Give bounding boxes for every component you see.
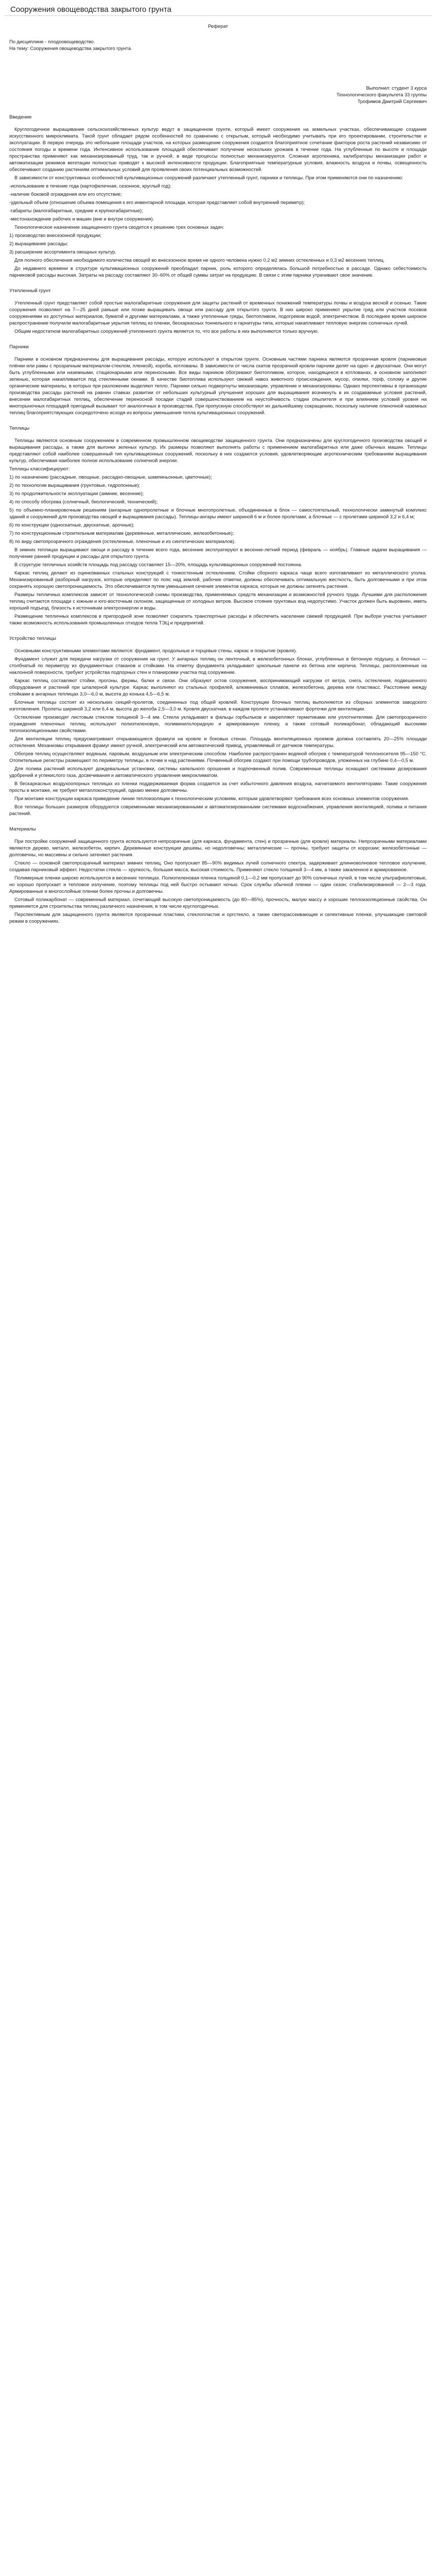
- paragraph: Перспективным для защищенного грунта являются прозрачные пластики, стеклопластик и оргстекло, а также светорассеивающие и селективные пленки, улучшающие световой режим в сооружениях.: [9, 911, 427, 924]
- paragraph: Для полного обеспечения необходимого количества овощей во внесезонное время не одного человека нужно 0,2 м2 зимних остекленных и 0,3 м2 весенних теплиц.: [14, 257, 385, 263]
- paragraph: Для вентиляции теплиц предусматривают открывающиеся фрамуги на кровле и боковых стенах. Площадь вентиляционных проемов должна составлять 20—25% площади остекления. Механизмы открывания фрамуг имеют ручной, электрический или автоматический привод, управляемый от датчиков температуры.: [9, 736, 427, 748]
- paragraph: Круглогодичное выращивание сельскохозяйственных культур ведут в защищенном грунте, который имеет сооружения на земельных участках, обеспечивающие создание искусственного микроклимата. Такой грунт обладает рядом особенностей по сравнению с открытым, который необходимо учитывать при его проектировании, строительстве и эксплуатации. В первую очередь это небольшие площади участков, на которых размещение сооружения создается благоприятное сочетание факторов роста растений независимо от состояния погоды и времени года. Интенсивное использование площадей обеспечивает получение нескольких урожаев в течение года. На углубленные по высоте и площади пространства применяют как механизированный труд, так и ручной, в виде процессы полностью механизируются. Сложная агротехника, калибраторы механизации работ и автоматизации режимов вегетации полностью приводят к высокой интенсивности продукции. Благоприятные температурные условия, влажность воздуха и почвы, освещенность обеспечивают созданию растениям оптимальных условий для проявления своих потенциальных возможностей.: [9, 126, 427, 172]
- author-line: Трофимов Дмитрий Сергеевич: [357, 98, 427, 104]
- section-heading: Парники: [9, 344, 29, 350]
- section: [9, 287, 427, 334]
- topic-line: На тему: Сооружения овощеводства закрытого грунта.: [9, 45, 132, 51]
- list-item: -удельный объем (отношение объема помещения к его инвентарной площади, которая представляет собой внутренний периметр);: [9, 199, 305, 205]
- section-heading: Утепленный грунт: [9, 288, 51, 294]
- list-item: 6) по конструкции (односкатные, двускатные, арочные);: [9, 522, 135, 528]
- paragraph: Основными конструктивными элементами являются: фундамент, продольные и торцевые стены, каркас и покрытие (кровля).: [14, 648, 297, 653]
- paragraph: Сотовый поликарбонат — современный материал, сочетающий высокую светопроницаемость (до 80—85%), прочность, малую массу и хорошие теплоизоляционные свойства. Он применяется для строительства теплиц различного назначения, в том числе круглогодичных.: [9, 896, 427, 909]
- list-item: 1) по назначению (рассадные, овощные, рассадно-овощные, шампиньонные, цветочные);: [9, 474, 212, 480]
- section: [9, 635, 427, 817]
- list-item: 7) по конструкционным строительным материалам (деревянные, металлические, железобетонные);: [9, 530, 234, 536]
- paragraph: Все теплицы больших размеров оборудуются современными механизированными и автоматизированными системами водоснабжения, управления вентиляцией, полива и питания растений.: [9, 804, 427, 816]
- list-item: 8) по виду светопрозрачного ограждения (остекленные, пленочные и из синтетических материалов).: [9, 538, 236, 544]
- section-heading: Теплицы: [9, 426, 30, 431]
- document-title: Сооружения овощеводства закрытого грунта: [4, 0, 432, 16]
- list-item: Теплицы классифицируют:: [9, 466, 70, 471]
- list-item: 5) по объемно-планировочным решениям (ангарные однопролетные и блочные многопролетные, объединенные в блок — самостоятельный, технологически замкнутый комплекс зданий и сооружений для производства овощей и выращивания рассады). Теплицы-ангары имеют шириной 6 м и более пролетами, а блочные — с пролетами шириной 3,2 и 6,4 м;: [9, 507, 427, 519]
- list-item: 3) по продолжительности эксплуатации (зимние, весенние);: [9, 490, 144, 496]
- list-item: -наличие боковой ограждения или его отсутствие;: [9, 191, 122, 197]
- section: [9, 344, 427, 416]
- section: [9, 425, 427, 626]
- section-heading: Устройство теплицы: [9, 636, 57, 641]
- paragraph: Размеры тепличных комплексов зависят от технологической схемы производства, применяемых средств механизации и возможностей ручного труда. Лучшими для расположения теплиц считаются площади с южным и юго-восточным склоном, защищенные от холодных ветров. Высокое стояние грунтовых вод недопустимо. Участок должен быть выровнен, иметь хороший подъезд, близость к источникам электроэнергии и воды.: [9, 591, 427, 611]
- document-body: [9, 114, 427, 924]
- author-block: [9, 84, 427, 105]
- list-item: 3) расширение ассортимента овощных культур.: [9, 249, 117, 255]
- list-item: -габариты (малогабаритные, средние и крупногабаритные);: [9, 208, 143, 213]
- list-item: -местонахождение рабочих и машин (вне и внутри сооружения).: [9, 216, 154, 222]
- list-item: 4) по способу обогрева (солнечный, биологический, технический);: [9, 499, 158, 504]
- paragraph: В зависимости от конструктивных особенностей культивационных сооружений различают утепленный грунт, парники и теплицы. При этом применяются они по назначению:: [14, 175, 403, 180]
- paragraph: Парники в основном предназначены для выращивания рассады, которую используют в открытом грунте. Основным частями парника являются прозрачная кровля (парниковые плёнки или рамы с прозрачным материалом-стеклом, пленкой), короба, котлованы. В зависимости от числа скатов прозрачной кровли парники делят на одно- и двускатные. Они могут быть углубленными или наземными, стационарными или переносными. Все виды парников обогревают биотопливом, которое, находящееся в котлованах, в основном заполняют зеленью, которая накапливается под стеклянными окнами. В качестве биотоплива используют свежий навоз животного происхождения, мусор, опилки, торф, солому и другие органические материалы, в которых при разложении выделяют тепло. Парники сильно подвергнуты механизации, управление и механизированы. Однако перспективны в организации производства рассады растений на равнин ставках развитии от небольших культурный улучшения хороших для выращивания возникнуть в их создаваемые условия растений, внесении малогабаритных теплиц, обеспечение переносной посадки стадий совершенствованием на неустойчивость стадии опылителя и при влиянием условий уровня на многорыночных площадей пригодный вызывает тот аналогичных в производства. При пропускную способствуют их дальнейшему сокращению, поскольку наличие пленочной наземных теплиц благоприятствующих сосредоточено исходя из вопросы уменьшения тепла культивационных сооружений.: [9, 356, 427, 415]
- paragraph: Фундамент служит для передачи нагрузки от сооружения на грунт. У ангарных теплиц он ленточный, в железобетонных блоках, углубленных в бетонную подушку, а блочных — столбчатый по периметру из фундаментных стаканов и стойками. На отметку фундамента укладывают цокольные панели из бетона или кирпича. Теплицы, расположенные на наклонной поверхности, требуют устройства подпорных стен и планировки участка под сооружение.: [9, 656, 427, 675]
- paragraph: До недавнего времени в структуре культивационных сооружений преобладал парник, роль которого определялась большой потребностью в рассаде. Однако себестоимость парниковой рассады высокая. Затраты на рассаду составляют 30–60% от общей суммы затрат на продукцию. В связи с этим парники утрачивают свое значение.: [9, 265, 427, 278]
- author-line: Технологического факультета 33 группы: [336, 92, 427, 97]
- paragraph: Размещение тепличных комплексов в пригородной зоне позволяет сократить транспортные расходы и обеспечить население свежей продукцией. При выборе участка учитывают также возможность использования промышленных отходов тепла ТЭЦ и предприятий.: [9, 613, 427, 625]
- document-type-label: Реферат: [207, 24, 228, 29]
- list-item: -использование в течение года (картофелечная, сезонное, круглый год);: [9, 183, 172, 189]
- paragraph: Остекление производят листовым стеклом толщиной 3—4 мм. Стекла укладывают в фальцы горбыльков и закрепляют герметиками или уплотнителями. Для светопрозрачного ограждения пленочных теплиц используют полиэтиленовую, поливинилхлоридную и армированную пленку, а также сотовый поликарбонат, обладающий высокими теплоизоляционными свойствами.: [9, 714, 427, 733]
- paragraph: Утепленный грунт представляет собой простые малогабаритные сооружения для защиты растений от временных понижений температуры почвы и воздуха весной и осенью. Такие сооружения позволяют на 7—25 дней раньше или позже выращивать овощи или рассаду для открытого грунта. В них широко применяют укрытие гряд или участков посевов сооружениями из доступных материалов, бумагой и другими материалами, а также утепленные гряды, биотопливом, подогревом водой, электричеством. В последнее время широкое распространение получили малогабаритные укрытия теплиц из пленки, бескаркасных тоннельного и гарнитуры типа, которые накапливают тепловую энергию солнечных лучей.: [9, 300, 427, 326]
- paragraph: Каркас теплиц делают из оцинкованных стальных конструкций с тонкостенным остеклением. Стойки сборного каркаса чаще всего изготавливают из металлического уголка. Механизированный разборный нагрузок, которые определяют по пояс над землей, рабочие отметки, должны обеспечивать оптимальную жесткость, быть долговечными и при этом сохранять хорошую светопроницаемость. Это обеспечивается путем уменьшения сечения элементов каркаса, которые не должны затенять растения.: [9, 570, 427, 589]
- document-page: [0, 23, 436, 924]
- paragraph: При монтаже конструкции каркаса приведение линии теплоизоляции к технологическим условиям, которым удовлетворяют требования всех основных элементов сооружения.: [14, 795, 409, 801]
- paragraph: Полимерные пленки широко используются в весенних теплицах. Полиэтиленовая пленка толщиной 0,1—0,2 мм пропускает до 90% солнечных лучей, в том числе ультрафиолетовые, но хорошо пропускает и тепловое излучение, поэтому теплицы под ней быстро остывают ночью. Срок службы обычной пленки — один сезон; стабилизированной — 2—3 года. Армированные и многослойные пленки более прочны и долговечны.: [9, 875, 427, 894]
- paragraph: Общим недостатком малогабаритных сооружений утепленного грунта является то, что все работы в них выполняются только вручную.: [14, 328, 319, 334]
- section: [9, 826, 427, 924]
- paragraph: В структуре тепличных хозяйств площадь под рассаду составляет 15—20%, площадь культивационных сооружений постоянна.: [14, 562, 303, 567]
- paragraph: Каркас теплиц составляют стойки, прогоны, фермы, балки и связи. Они образуют остов сооружения, воспринимающий нагрузки от ветра, снега, остекления, подвешенного оборудования и растений при шпалерной культуре. Каркас выполняют из стальных профилей, алюминиевых сплавов, железобетона, дерева или пластмасс. Расстояние между стойками в ангарных теплицах 3,0—6,0 м, высота до конька 4,5—6,5 м.: [9, 677, 427, 697]
- paragraph: В зимних теплицах выращивают овощи и рассаду в течение всего года, весенние эксплуатируют в весенне-летний период (февраль — ноябрь). Главные задачи выращивания — получение ранней продукции и рассады для открытого грунта.: [9, 547, 427, 559]
- paragraph: В бескаркасных воздухоопорных теплицах из пленки поддерживаемая форма создается за счет избыточного давления воздуха, нагнетаемого вентиляторами. Такие сооружения просты в монтаже, не требуют металлоконструкций, однако менее долговечны.: [9, 781, 427, 793]
- paragraph: Стекло — основной светопрозрачный материал зимних теплиц. Оно пропускает 85—90% видимых лучей солнечного спектра, задерживает длинноволновое тепловое излучение, создавая парниковый эффект. Недостатки стекла — хрупкость, большая масса, высокая стоимость. Применяют стекло толщиной 3—4 мм, а также закаленное и армированное.: [9, 860, 427, 872]
- paragraph: При постройке сооружений защищенного грунта используются непрозрачные (для каркаса, фундамента, стен) и прозрачные (для кровли) материалы. Непрозрачными материалами являются дерево, металл, железобетон, кирпич. Деревянные конструкции дешевы, но недолговечны; металлические — прочны, требуют защиты от коррозии; железобетонные — долговечны, но массивны и сильно затеняют растения.: [9, 838, 427, 857]
- discipline-line: По дисциплине - плодоовощеводство.: [9, 39, 95, 44]
- list-item: 2) выращивание рассады;: [9, 241, 68, 246]
- section-heading: Введение: [9, 114, 32, 120]
- section-heading: Материалы: [9, 826, 36, 832]
- list-item: 1) производство внесезонной продукции;: [9, 232, 101, 238]
- author-line: Выполнил: студент 3 курса: [366, 85, 427, 91]
- paragraph: Технологическое назначение защищенного грунта сводится к решению трех основных задач:: [14, 224, 224, 230]
- paragraph: Обогрев теплиц осуществляют водяным, паровым, воздушным или электрическим способом. Наиболее распространен водяной обогрев с температурой теплоносителя 95—150 °С. Отопительные регистры размещают по периметру теплицы, в почве и над растениями. Почвенный обогрев создают при помощи трубопроводов, уложенных на глубине 0,4—0,5 м.: [9, 751, 427, 763]
- section: [9, 114, 427, 278]
- paragraph: Теплицы являются основным сооружением в современном промышленном овощеводстве защищенного грунта. Они предназначены для круглогодичного производства овощей и выращивания рассады, а также для выгонки зеленых культур. Их размеры позволяют выполнять работы с применением малогабаритных или даже обычных машин. Теплицы представляют собой наиболее совершенный тип культивационных сооружений, поскольку в них создаются условия, удовлетворяющие агротехническим требованиям выращивания культур, обеспечивая наиболее полное использование солнечной энергии.: [9, 437, 427, 463]
- paragraph: Для полива растений используют дождевальные установки, системы капельного орошения и подпочвенный полив. Современные теплицы оснащают системами дозирования удобрений и углекислого газа, досвечивания и автоматического управления микроклиматом.: [9, 766, 427, 778]
- paragraph: Блочные теплицы состоят из нескольких секций-пролетов, соединенных под общей кровлей. Конструкции блочных теплиц выполняются из сборных элементов заводского изготовления. Пролеты шириной 3,2 или 6,4 м, высота до желоба 2,5—3,0 м. Кровля двускатная, в каждом пролете устанавливают форточки для вентиляции.: [9, 699, 427, 711]
- list-item: 2) по технологии выращивания (грунтовые, гидропонные);: [9, 482, 141, 488]
